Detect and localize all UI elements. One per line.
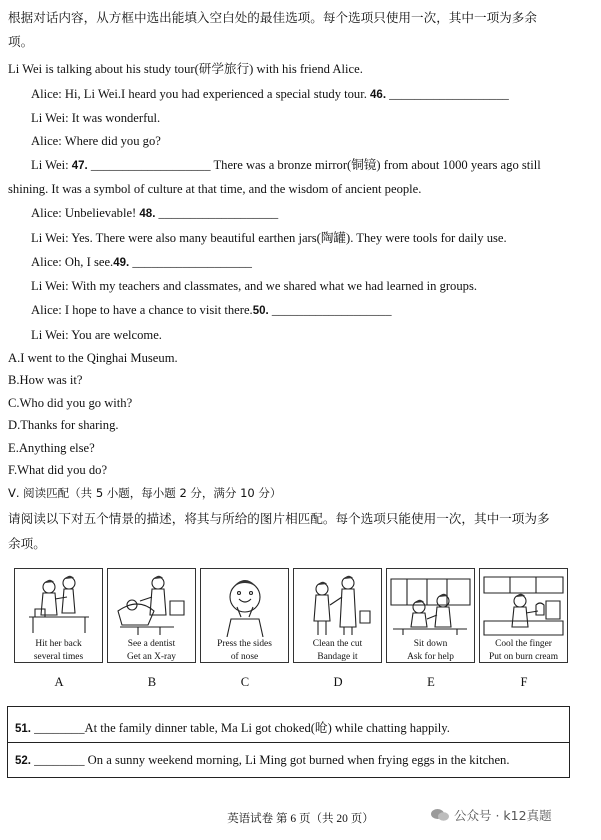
dialogue-line: Li Wei: Yes. There were also many beautiful earthen jars(陶罐). They were tools for daily use. — [31, 231, 507, 245]
dialogue-line: Li Wei: It was wonderful. — [31, 111, 161, 125]
picture-letter-e: E — [427, 675, 435, 689]
instruction-line-1: 根据对话内容，从方框中选出能填入空白处的最佳选项。每个选项只使用一次，其中一项为多余 — [8, 11, 537, 25]
picture-c — [200, 568, 289, 663]
caption-line-2: several times — [33, 652, 84, 662]
sit-down-illustration — [387, 571, 474, 637]
page-footer: 英语试卷 第 6 页（共 20 页） — [227, 813, 374, 825]
back-pat-illustration — [15, 571, 102, 637]
watermark-text: 公众号 · k12真题 — [454, 808, 552, 823]
section-instruction-1: 请阅读以下对五个情景的描述，将其与所给的图片相匹配。每个选项只能使用一次，其中一项为多 — [8, 512, 550, 526]
dialogue-line: Alice: Where did you go? — [31, 134, 161, 148]
picture-letter-f: F — [520, 675, 528, 689]
dialogue-line: Li Wei: With my teachers and classmates, and we shared what we had learned in groups. — [31, 279, 478, 293]
dialogue-line: Li Wei: 47. ___________________ There was a bronze mirror(铜镜) from about 1000 years ago still — [31, 158, 541, 172]
dialogue-line: Li Wei: You are welcome. — [31, 328, 162, 342]
question-52-box — [7, 742, 570, 778]
question-52: 52. ________ On a sunny weekend morning, Li Ming got burned when frying eggs in the kitchen. — [15, 753, 510, 767]
section-instruction-2: 余项。 — [8, 537, 46, 551]
caption-line-1: Hit her back — [35, 639, 82, 649]
picture-a — [14, 568, 103, 663]
option-d: D.Thanks for sharing. — [8, 418, 119, 432]
watermark — [430, 806, 552, 824]
caption-line-1: Sit down — [413, 639, 448, 649]
bandage-illustration — [294, 571, 381, 637]
picture-row — [14, 568, 572, 663]
question-51-box — [7, 706, 570, 743]
caption-line-2: Bandage it — [317, 652, 358, 662]
instruction-line-2: 项。 — [8, 35, 34, 49]
picture-e — [386, 568, 475, 663]
caption-line-2: Put on burn cream — [489, 652, 558, 662]
picture-letter-b: B — [147, 675, 157, 689]
caption-line-2: of nose — [230, 652, 259, 662]
picture-letter-a: A — [54, 675, 64, 689]
context-line: Li Wei is talking about his study tour(研学旅行) with his friend Alice. — [8, 62, 363, 76]
dialogue-line: Alice: Unbelievable! 48. ___________________ — [31, 206, 279, 220]
option-e: E.Anything else? — [8, 441, 95, 455]
wechat-icon — [430, 808, 450, 822]
question-51: 51. ________At the family dinner table, Ma Li got choked(呛) while chatting happily. — [15, 721, 450, 735]
picture-f — [479, 568, 568, 663]
option-f: F.What did you do? — [8, 463, 108, 477]
dialogue-line: Alice: Hi, Li Wei.I heard you had experienced a special study tour. 46. ___________________ — [31, 87, 509, 101]
caption-line-2: Ask for help — [407, 652, 454, 662]
caption-line-1: Press the sides — [217, 639, 272, 649]
option-c: C.Who did you go with? — [8, 396, 133, 410]
caption-line-1: See a dentist — [127, 639, 176, 649]
picture-b — [107, 568, 196, 663]
picture-letter-c: C — [240, 675, 250, 689]
dialogue-line: Alice: Oh, I see.49. ___________________ — [31, 255, 252, 269]
dialogue-line: Alice: I hope to have a chance to visit there.50. ___________________ — [31, 303, 392, 317]
option-a: A.I went to the Qinghai Museum. — [8, 351, 178, 365]
caption-line-2: Get an X-ray — [127, 652, 176, 662]
nosebleed-illustration — [201, 571, 288, 637]
caption-line-1: Clean the cut — [312, 639, 363, 649]
option-b: B.How was it? — [8, 373, 83, 387]
kitchen-burn-illustration — [480, 571, 567, 637]
section-title: Ⅴ. 阅读匹配（共 5 小题，每小题 2 分，满分 10 分） — [8, 486, 282, 500]
picture-d — [293, 568, 382, 663]
caption-line-1: Cool the finger — [495, 639, 552, 649]
dialogue-line: shining. It was a symbol of culture at that time, and the wisdom of ancient people. — [8, 182, 422, 196]
picture-letter-d: D — [333, 675, 343, 689]
dentist-illustration — [108, 571, 195, 637]
